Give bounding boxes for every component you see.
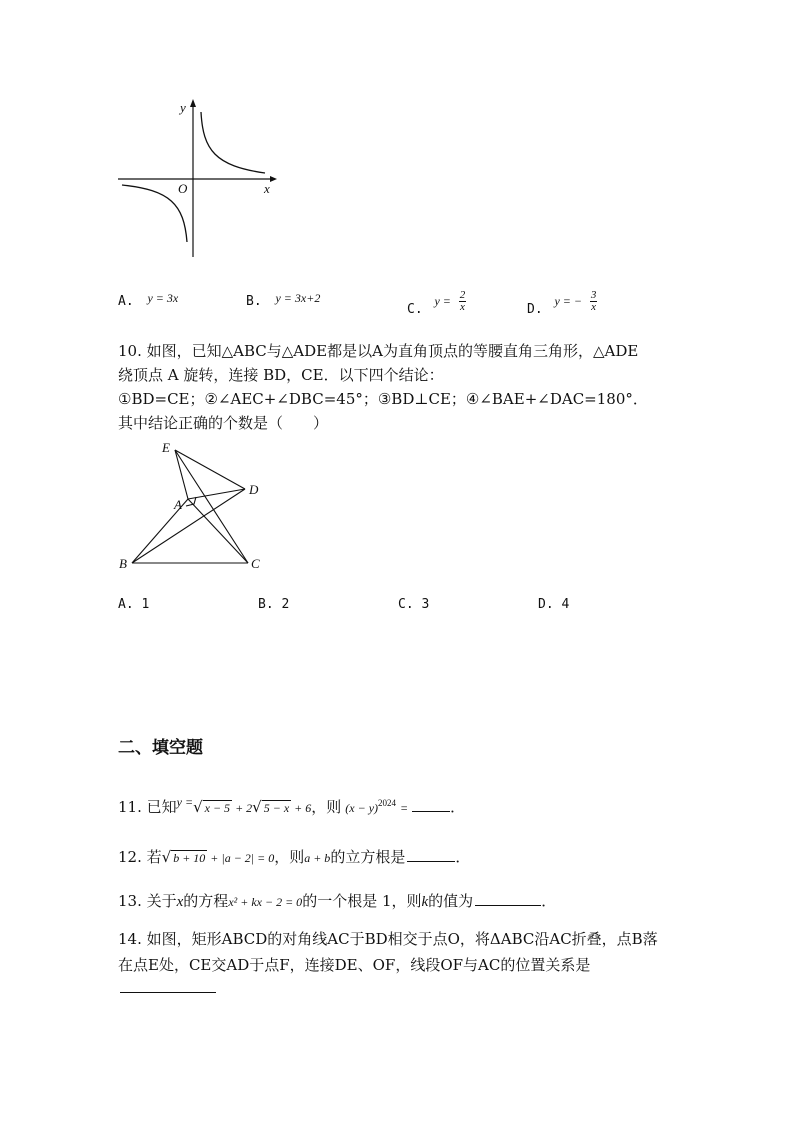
q11-plus-2: + 2: [235, 801, 253, 815]
q9-option-c: [407, 289, 466, 317]
q13-mid-3: 的值为: [428, 892, 474, 910]
q11-exponent: 2024: [378, 798, 397, 808]
q12-prefix: 12. 若: [118, 848, 162, 866]
q11-prefix: 11. 已知: [118, 798, 177, 816]
q14-line-2: 在点E处，CE交AD于点F，连接DE、OF，线段OF与AC的位置关系是: [118, 956, 591, 974]
q11-answer-blank[interactable]: [412, 811, 450, 812]
q13-equation: x² + kx − 2 = 0: [228, 895, 303, 909]
q9-option-b-label: B.: [246, 294, 262, 309]
q9-option-c-numerator: 2: [459, 289, 466, 301]
q11-plus-6: + 6: [294, 801, 312, 815]
hyperbola-graph: [110, 92, 290, 264]
q9-option-d-label: D.: [527, 302, 543, 317]
x-axis-arrow: [270, 176, 277, 182]
q9-option-a: [118, 291, 179, 309]
q9-option-a-label: A.: [118, 294, 134, 309]
q10-option-b: B. 2: [258, 597, 290, 612]
q12-mid-1: ，则: [274, 848, 305, 866]
q10-option-d: D. 4: [538, 597, 570, 612]
q9-option-d: [527, 289, 597, 317]
q9-option-b-expr: y = 3x+2: [275, 291, 321, 305]
section-heading: 二、填空题: [118, 738, 203, 758]
q11-end: ．: [450, 798, 466, 816]
x-axis-label: x: [264, 181, 270, 196]
q9-option-c-label: C.: [407, 302, 423, 317]
q12-abs-term: + |a − 2| = 0: [210, 851, 275, 865]
q10-line-3: ①BD=CE；②∠AEC+∠DBC=45°；③BD⊥CE；④∠BAE+∠DAC=180°．: [118, 390, 648, 408]
q10-line-2: 绕顶点 A 旋转，连接 BD，CE．以下四个结论：: [118, 366, 444, 384]
q12-a-plus-b: a + b: [304, 851, 331, 865]
q13-var-k: k: [421, 894, 429, 910]
q12-end: ．: [455, 848, 471, 866]
vertex-e-label: E: [162, 440, 170, 455]
vertex-c-label: C: [251, 556, 260, 571]
q11-eq: =: [400, 801, 409, 815]
y-axis-label: y: [180, 100, 186, 115]
q12-line: [118, 845, 470, 870]
q13-mid-2: 的一个根是 1，则: [302, 892, 422, 910]
q11-sqrt-sign-2: √: [252, 798, 262, 816]
vertex-a-label: A: [174, 497, 182, 512]
q10-triangle-figure: [110, 436, 280, 576]
q12-mid-2: 的立方根是: [330, 848, 406, 866]
origin-label: O: [178, 181, 188, 196]
q13-line: [118, 889, 556, 914]
hyperbola-branch-q1: [201, 112, 265, 173]
q14-answer-blank[interactable]: [120, 992, 216, 993]
q12-radicand: b + 10: [173, 851, 206, 865]
q10-line-4: 其中结论正确的个数是（ ）: [118, 414, 329, 432]
q14-line-1: 14. 如图，矩形ABCD的对角线AC于BD相交于点O，将ΔABC沿AC折叠，点B落: [118, 930, 658, 948]
q9-option-a-expr: y = 3x: [147, 291, 179, 305]
q9-option-c-denominator: x: [460, 301, 465, 313]
q9-option-d-lhs: y = −: [554, 294, 583, 308]
q9-option-c-lhs: y =: [434, 294, 451, 308]
q11-mid: ，则: [311, 798, 342, 816]
q13-answer-blank[interactable]: [475, 905, 541, 906]
q10-option-c: C. 3: [398, 597, 430, 612]
vertex-d-label: D: [249, 482, 259, 497]
q11-y-eq: y =: [176, 795, 194, 809]
y-axis-arrow: [190, 99, 196, 107]
vertex-b-label: B: [119, 556, 127, 571]
q13-mid-1: 的方程: [183, 892, 229, 910]
q9-option-c-fraction: [459, 290, 467, 313]
q13-var-x: x: [176, 894, 184, 910]
q12-answer-blank[interactable]: [407, 861, 455, 862]
q10-option-a: A. 1: [118, 597, 150, 612]
q9-option-d-denominator: x: [591, 301, 597, 313]
q12-sqrt-sign: √: [161, 848, 172, 866]
q11-line: [118, 791, 465, 820]
q11-radicand-2: 5 − x: [263, 801, 290, 815]
q13-prefix: 13. 关于: [118, 892, 177, 910]
q9-option-d-numerator: 3: [590, 289, 597, 301]
q11-paren: (x − y): [345, 801, 379, 815]
q11-radicand-1: x − 5: [204, 801, 231, 815]
q13-end: ．: [541, 892, 557, 910]
q10-line-1: 10. 如图，已知△ABC与△ADE都是以A为直角顶点的等腰直角三角形，△ADE: [118, 342, 639, 360]
q9-option-d-fraction: [590, 290, 598, 313]
q9-option-b: [246, 291, 321, 309]
q11-sqrt-sign-1: √: [193, 798, 203, 816]
